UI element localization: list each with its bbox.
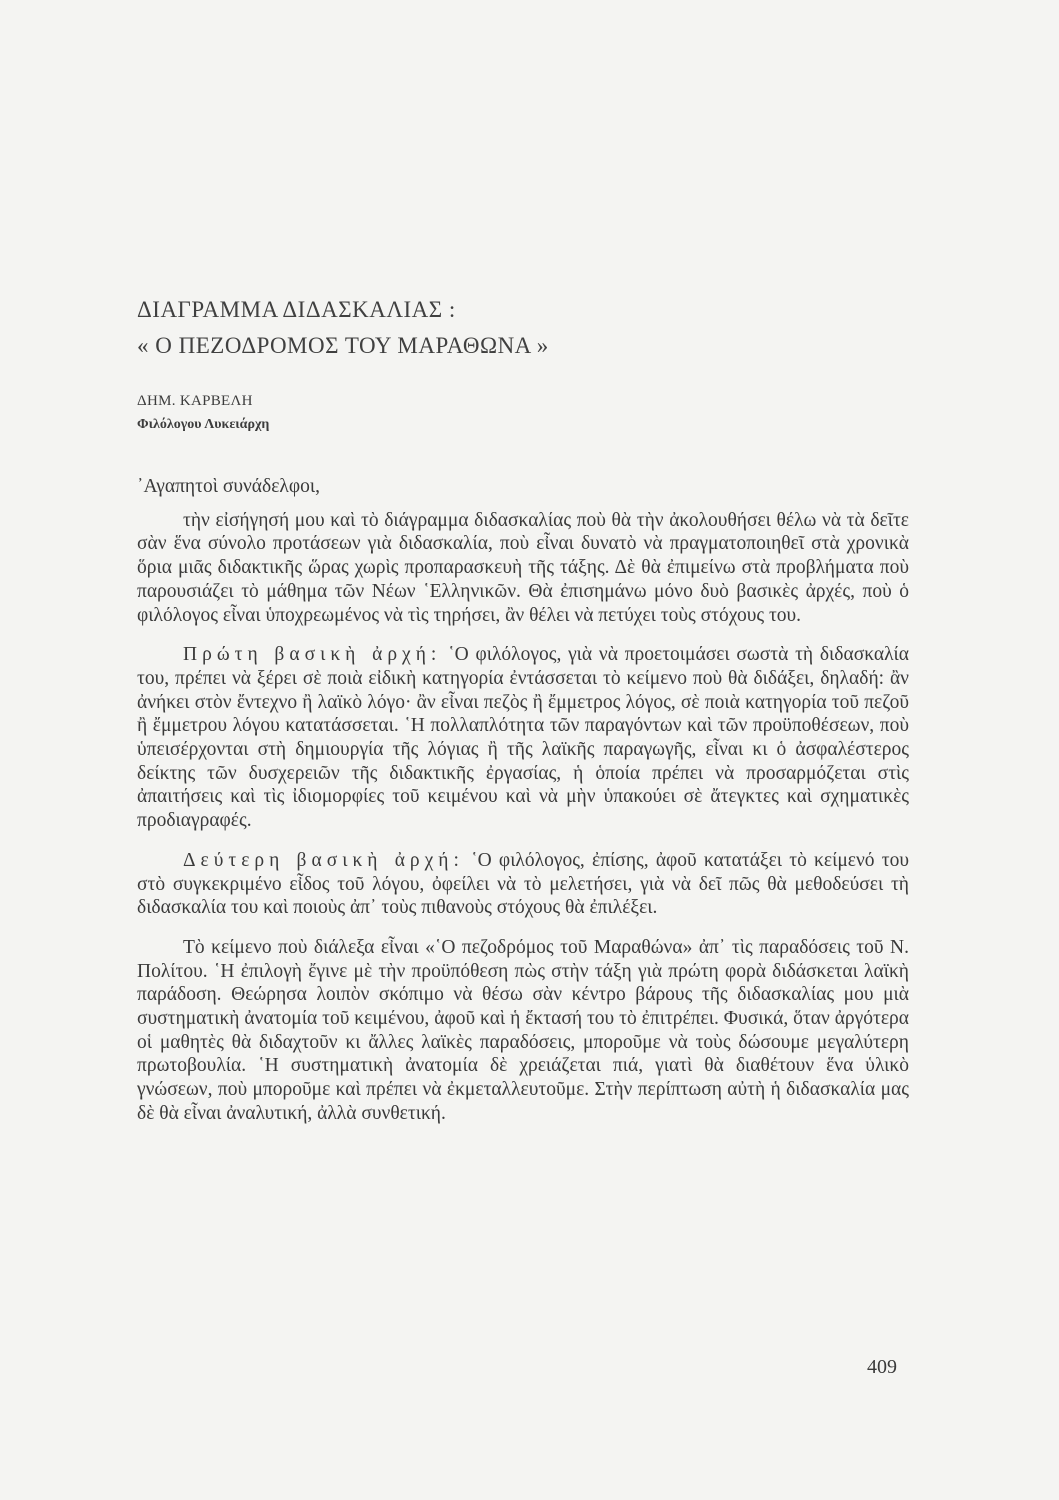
first-principle-text: ῾Ο φιλόλογος, γιὰ νὰ προετοιμάσει σωστὰ τὴ διδασκαλία του, πρέπει νὰ ξέρει σὲ ποιὰ εἰδικὴ κατηγορία ἐντάσσεται τὸ κείμενο ποὺ θὰ διδάξει, δηλαδή: ἂν ἀνήκει στὸν ἔντεχνο ἢ λαϊκὸ λόγο· ἂν εἶναι πεζὸς ἢ ἔμμετρος λόγος, σὲ ποιὰ κατηγορία τοῦ πεζοῦ ἢ ἔμμετρου λόγου κατατάσσεται. ῾Η πολλαπλότητα τῶν παραγόντων καὶ τῶν προϋποθέσεων, ποὺ ὑπεισέρχονται στὴ δημιουργία τῆς λόγιας ἢ τῆς λαϊκῆς παραγωγῆς, εἶναι κι ὁ ἀσφαλέστερος δείκτης τῶν δυσχερειῶν τῆς διδακτικῆς ἐργασίας, ἡ ὁποία πρέπει νὰ προσαρμόζεται στὶς ἀπαιτήσεις καὶ τὶς ἰδιομορφίες τοῦ κειμένου καὶ νὰ μὴν ὑπακούει σὲ ἄτεγκτες καὶ σχηματικὲς προδιαγραφές. [137,644,910,832]
author-role: Φιλόλογου Λυκειάρχη [137,417,270,432]
article-body [137,475,909,1126]
page-number: 409 [867,1356,897,1378]
paragraph-second-principle [137,849,909,920]
title-line-2: « Ο ΠΕΖΟΔΡΟΜΟΣ ΤΟΥ ΜΑΡΑΘΩΝΑ » [137,333,549,358]
second-principle-label: Δεύτερη βασικὴ ἀρχή: [183,849,464,871]
paragraph-text-choice: Τὸ κείμενο ποὺ διάλεξα εἶναι «῾Ο πεζοδρόμος τοῦ Μαραθώνα» ἀπ᾿ τὶς παραδόσεις τοῦ Ν. Πολίτου. ῾Η ἐπιλογὴ ἔγινε μὲ τὴν προϋπόθεση πὼς στὴν τάξη γιὰ πρώτη φορὰ διδάσκεται λαϊκὴ παράδοση. Θεώρησα λοιπὸν σκόπιμο νὰ θέσω σὰν κέντρο βάρους τῆς διδασκαλίας μου μιὰ συστηματικὴ ἀνατομία τοῦ κειμένου, ἀφοῦ καὶ ἡ ἔκτασή του τὸ ἐπιτρέπει. Φυσικά, ὅταν ἀργότερα οἱ μαθητὲς θὰ διδαχτοῦν κι ἄλλες λαϊκὲς παραδόσεις, μποροῦμε νὰ τοὺς δώσουμε μεγαλύτερη πρωτοβουλία. ῾Η συστηματικὴ ἀνατομία δὲ χρειάζεται πιά, γιατὶ θὰ διαθέτουν ἕνα ὑλικὸ γνώσεων, ποὺ μποροῦμε καὶ πρέπει νὰ ἐκμεταλλευτοῦμε. Στὴν περίπτωση αὐτὴ ἡ διδασκαλία μας δὲ θὰ εἶναι ἀναλυτική, ἀλλὰ συνθετική. [137,936,909,1124]
article-title [137,292,917,364]
second-principle-text: ῾Ο φιλόλογος, ἐπίσης, ἀφοῦ κατατάξει τὸ κείμενό του στὸ συγκεκριμένο εἶδος τοῦ λόγου, ὀφείλει νὰ τὸ μελετήσει, γιὰ νὰ δεῖ πῶς θὰ μεθοδεύσει τὴ διδασκαλία του καὶ ποιοὺς ἀπ᾿ τοὺς πιθανοὺς στόχους θὰ ἐπιλέξει. [137,849,909,919]
author-block [137,389,269,437]
title-line-1: ΔΙΑΓΡΑΜΜΑ ΔΙΔΑΣΚΑΛΙΑΣ : [137,297,456,322]
first-principle-label: Πρώτη βασικὴ ἀρχή: [183,644,442,666]
paragraph-first-principle [137,643,909,833]
author-name: ΔΗΜ. ΚΑΡΒΕΛΗ [137,393,253,409]
salutation: ᾿Αγαπητοὶ συνάδελφοι, [137,476,320,497]
paragraph-intro: τὴν εἰσήγησή μου καὶ τὸ διάγραμμα διδασκαλίας ποὺ θὰ τὴν ἀκολουθήσει θέλω νὰ τὰ δεῖτε σὰν ἕνα σύνολο προτάσεων γιὰ διδασκαλία, ποὺ εἶναι δυνατὸ νὰ πραγματοποιηθεῖ στὰ χρονικὰ ὅρια μιᾶς διδακτικῆς ὥρας χωρὶς προπαρασκευὴ τῆς τάξης. Δὲ θὰ ἐπιμείνω στὰ προβλήματα ποὺ παρουσιάζει τὸ μάθημα τῶν Νέων ῾Ελληνικῶν. Θὰ ἐπισημάνω μόνο δυὸ βασικὲς ἀρχές, ποὺ ὁ φιλόλογος εἶναι ὑποχρεωμένος νὰ τὶς τηρήσει, ἂν θέλει νὰ πετύχει τοὺς στόχους του. [137,509,909,626]
